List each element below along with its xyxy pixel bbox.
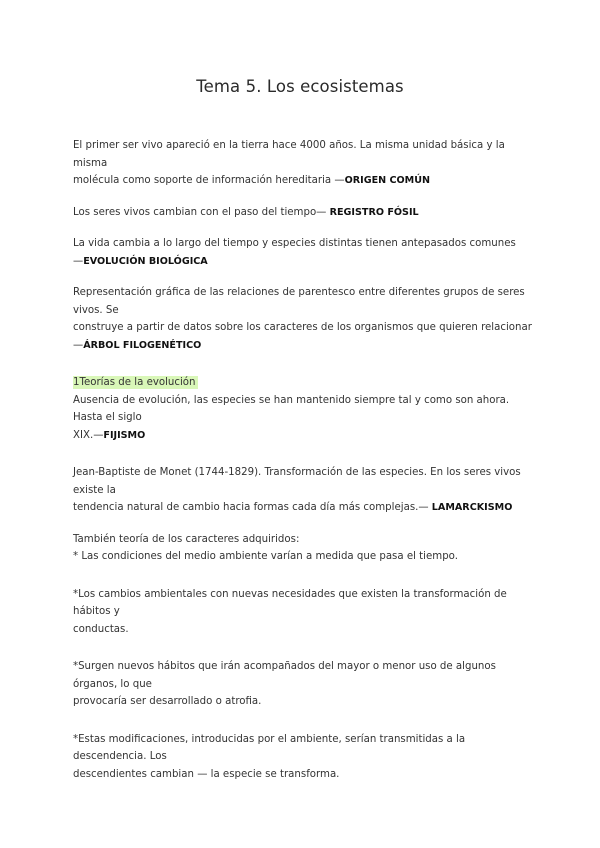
text-line — [73, 253, 533, 271]
text-fragment: — — [73, 339, 84, 351]
text-line: *Los cambios ambientales con nuevas necesidades que existen la transformación de hábitos y — [73, 588, 507, 617]
text-line: El primer ser vivo apareció en la tierra hace 4000 años. La misma unidad básica y la misma — [73, 140, 505, 169]
text-line: construye a partir de datos sobre los caracteres de los organismos que quieren relacionar — [73, 322, 532, 333]
text-line: provocaría ser desarrollado o atrofia. — [73, 696, 262, 707]
paragraph-modificaciones — [73, 731, 533, 784]
text-line: Representación gráfica de las relaciones de parentesco entre diferentes grupos de seres vivos. Se — [73, 287, 525, 316]
key-term: ÁRBOL FILOGENÉTICO — [83, 339, 202, 351]
paragraph-arbol-filogenetico — [73, 284, 533, 354]
key-term: FIJISMO — [103, 429, 146, 441]
text-fragment: Los seres vivos cambian con el paso del tiempo— — [73, 206, 330, 218]
text-line — [73, 374, 533, 392]
key-term: REGISTRO FÓSIL — [329, 206, 419, 218]
text-line — [73, 337, 533, 355]
text-line — [73, 427, 533, 445]
key-term: ORIGEN COMÚN — [344, 175, 431, 186]
text-line: También teoría de los caracteres adquiridos: — [73, 533, 300, 545]
paragraph-registro-fosil — [73, 204, 533, 222]
text-line: Jean-Baptiste de Monet (1744-1829). Transformación de las especies. En los seres vivos existe la — [73, 467, 521, 496]
text-line — [73, 204, 533, 222]
text-line: *Surgen nuevos hábitos que irán acompañados del mayor o menor uso de algunos órganos, lo que — [73, 661, 496, 690]
document-body — [73, 137, 533, 783]
page-title: Tema 5. Los ecosistemas — [196, 77, 404, 96]
paragraph-origen-comun — [73, 137, 533, 190]
paragraph-caracteres-adquiridos — [73, 531, 533, 566]
key-term: EVOLUCIÓN BIOLÓGICA — [83, 255, 208, 267]
text-line — [73, 499, 533, 517]
text-fragment: — — [73, 255, 84, 267]
key-term: LAMARCKISMO — [431, 502, 513, 513]
section-theories — [73, 374, 533, 444]
text-fragment: XIX.— — [73, 429, 104, 441]
text-line: conductas. — [73, 623, 129, 635]
paragraph-cambios-ambientales — [73, 586, 533, 639]
text-line: La vida cambia a lo largo del tiempo y especies distintas tienen antepasados comunes — [73, 238, 516, 249]
text-fragment: molécula como soporte de información hereditaria — — [73, 175, 345, 186]
text-fragment: tendencia natural de cambio hacia formas cada día más complejas.— — [73, 502, 432, 513]
text-line — [73, 172, 533, 190]
paragraph-evolucion-biologica — [73, 235, 533, 270]
section-heading: 1Teorías de la evolución — [73, 377, 196, 388]
text-line: descendientes cambian — la especie se transforma. — [73, 768, 340, 780]
text-line: Ausencia de evolución, las especies se han mantenido siempre tal y como son ahora. Hasta el siglo — [73, 394, 510, 423]
paragraph-nuevos-habitos — [73, 658, 533, 711]
text-line: *Estas modificaciones, introducidas por el ambiente, serían transmitidas a la descendencia. Los — [73, 733, 466, 762]
text-line: * Las condiciones del medio ambiente varían a medida que pasa el tiempo. — [73, 551, 458, 562]
paragraph-lamarckismo — [73, 464, 533, 517]
